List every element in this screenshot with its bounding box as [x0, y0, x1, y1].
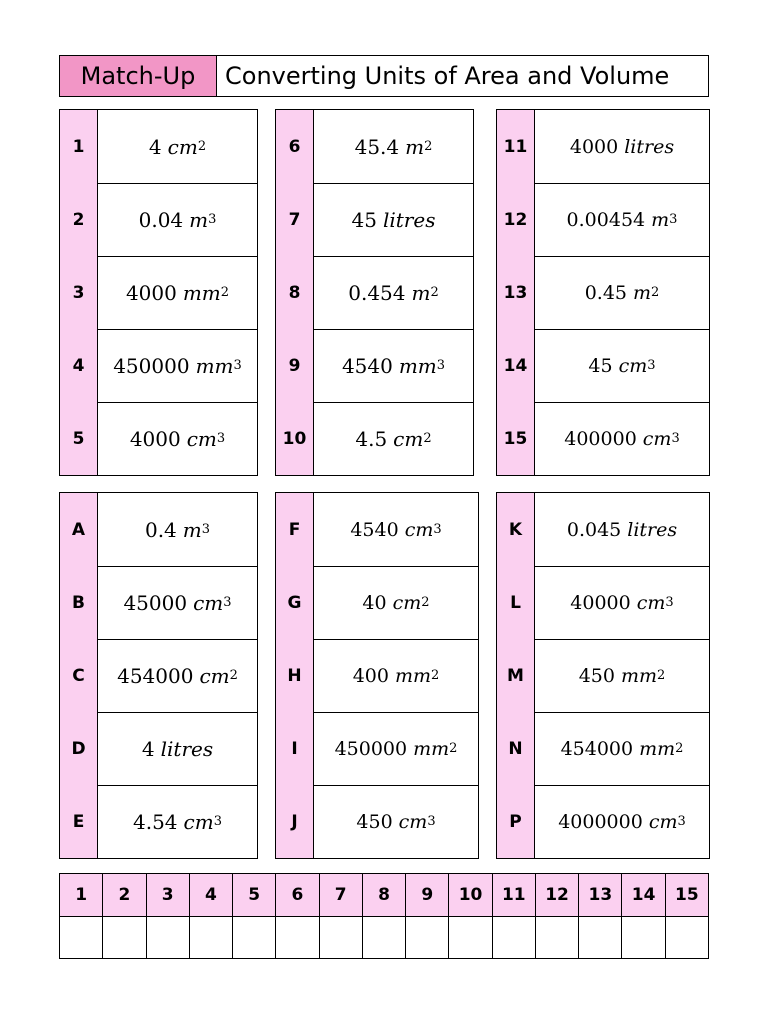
card-row [497, 183, 709, 256]
answer-grid-number: 6 [276, 874, 319, 916]
card-row [60, 329, 257, 402]
card-label: 11 [497, 110, 535, 183]
card-label: 10 [276, 402, 314, 475]
answer-grid-number: 12 [536, 874, 579, 916]
card-number: 4000 [569, 135, 619, 158]
card-unit: cm [642, 428, 672, 450]
card-value: 4.5 cm 2 [314, 402, 473, 475]
card-value: 400 mm 2 [314, 639, 478, 712]
card-unit: cm [183, 810, 214, 834]
card-label: 4 [60, 329, 98, 402]
card-row [276, 712, 478, 785]
card-value: 0.4 m 3 [144, 517, 211, 542]
card-unit: mm [182, 281, 221, 305]
card-unit: m [405, 134, 425, 159]
answer-grid-header [60, 874, 708, 917]
card-label: 5 [60, 402, 98, 475]
answer-cell[interactable] [622, 917, 665, 959]
question-box-2 [275, 109, 474, 476]
card-label: 13 [497, 256, 535, 329]
card-row [497, 566, 709, 639]
card-value: 0.454 m 2 [314, 256, 473, 329]
card-label: 12 [497, 183, 535, 256]
card-row [60, 712, 257, 785]
answer-cell[interactable] [320, 917, 363, 959]
card-number: 0.045 [566, 518, 622, 541]
answer-grid-number: 4 [190, 874, 233, 916]
card-unit: m [189, 208, 209, 232]
card-number: 0.4 [144, 517, 177, 542]
card-label: I [276, 712, 314, 785]
card-label: P [497, 785, 535, 858]
answer-cell[interactable] [493, 917, 536, 959]
card-unit: m [411, 281, 431, 305]
card-unit: cm [404, 518, 434, 541]
card-row [497, 402, 709, 475]
card-unit: cm [398, 811, 428, 833]
card-value [98, 712, 257, 785]
card-unit: m [182, 517, 202, 542]
card-row [60, 256, 257, 329]
card-row [60, 493, 257, 566]
card-row [60, 110, 257, 183]
card-number: 45.4 [354, 134, 400, 159]
answer-grid-number: 3 [147, 874, 190, 916]
card-value: 450000 mm 3 [98, 329, 257, 402]
card-unit: cm [199, 664, 230, 688]
card-label: C [60, 639, 98, 712]
card-unit: mm [195, 354, 234, 378]
card-label: 3 [60, 256, 98, 329]
card-number: 4540 [350, 518, 399, 541]
card-unit: cm [648, 811, 678, 833]
answer-grid-number: 10 [449, 874, 492, 916]
question-box-3 [496, 109, 710, 476]
answer-cell[interactable] [406, 917, 449, 959]
card-row [276, 329, 473, 402]
answer-cell[interactable] [666, 917, 708, 959]
card-unit: m [633, 282, 652, 304]
card-label: A [60, 493, 98, 566]
card-value: 45000 cm 3 [98, 566, 257, 639]
card-value [314, 183, 473, 256]
card-value: 450 cm 3 [314, 785, 478, 858]
card-value: 4540 cm 3 [350, 518, 442, 541]
card-unit: cm [393, 427, 424, 451]
card-value: 4000 cm 3 [98, 402, 257, 475]
question-box-1 [59, 109, 258, 476]
card-row [497, 785, 709, 858]
card-number: 45 [588, 355, 613, 377]
card-label: 8 [276, 256, 314, 329]
card-number: 0.04 [138, 208, 184, 232]
card-value: 45 cm 3 [535, 329, 709, 402]
card-number: 4 [141, 737, 155, 761]
answer-grid-number: 14 [622, 874, 665, 916]
card-row [497, 256, 709, 329]
card-number: 0.00454 [566, 209, 646, 231]
card-value: 0.04 m 3 [98, 183, 257, 256]
answer-cell[interactable] [363, 917, 406, 959]
card-label: N [497, 712, 535, 785]
answer-grid-cells [60, 917, 708, 959]
card-unit: mm [413, 738, 450, 760]
card-row [497, 329, 709, 402]
card-row [276, 256, 473, 329]
answer-cell[interactable] [103, 917, 146, 959]
card-row [276, 402, 473, 475]
card-unit: m [651, 209, 670, 231]
card-label: 14 [497, 329, 535, 402]
card-value: 4.54 cm 3 [98, 785, 257, 858]
card-value: 4540 mm 3 [314, 329, 473, 402]
answer-cell[interactable] [449, 917, 492, 959]
answer-box-2 [275, 492, 479, 859]
card-value: 4000000 cm 3 [535, 785, 709, 858]
card-label: J [276, 785, 314, 858]
card-label: F [276, 493, 314, 566]
answer-cell[interactable] [276, 917, 319, 959]
card-value: 4 cm 2 [148, 134, 207, 159]
answer-grid-number: 9 [406, 874, 449, 916]
card-row [497, 639, 709, 712]
card-label: H [276, 639, 314, 712]
card-row [60, 183, 257, 256]
card-value: 454000 cm 2 [98, 639, 257, 712]
card-label: G [276, 566, 314, 639]
answer-cell[interactable] [190, 917, 233, 959]
card-unit: litres [627, 518, 678, 541]
card-label: B [60, 566, 98, 639]
card-unit: cm [167, 134, 198, 159]
answer-grid-number: 7 [320, 874, 363, 916]
card-value: 45.4 m 2 [354, 134, 433, 159]
card-number: 4.5 [355, 427, 388, 451]
card-unit: litres [160, 737, 214, 761]
card-unit: mm [398, 354, 437, 378]
card-row [497, 110, 709, 183]
answer-box-1 [59, 492, 258, 859]
card-number: 45 [351, 208, 377, 232]
answer-cell[interactable] [147, 917, 190, 959]
card-label: K [497, 493, 535, 566]
card-number: 4000 [125, 281, 177, 305]
worksheet-title [59, 55, 709, 97]
card-label: 6 [276, 110, 314, 183]
card-number: 4 [148, 134, 162, 159]
card-label: E [60, 785, 98, 858]
card-label: D [60, 712, 98, 785]
answer-cell[interactable] [233, 917, 276, 959]
answer-grid-number: 2 [103, 874, 146, 916]
card-row [276, 566, 478, 639]
card-number: 450000 [334, 738, 408, 760]
card-value: 400000 cm 3 [535, 402, 709, 475]
card-value: 0.45 m 2 [535, 256, 709, 329]
card-unit: cm [186, 427, 217, 451]
card-unit: litres [624, 135, 675, 158]
card-label: 2 [60, 183, 98, 256]
card-label: M [497, 639, 535, 712]
card-row [497, 493, 709, 566]
card-number: 4000000 [558, 811, 643, 833]
card-number: 400000 [564, 428, 637, 450]
card-unit: mm [394, 665, 432, 687]
card-unit: litres [382, 208, 436, 232]
card-number: 4540 [341, 354, 393, 378]
card-row [60, 566, 257, 639]
card-row [60, 402, 257, 475]
card-unit: cm [193, 591, 224, 615]
card-number: 45000 [123, 591, 188, 615]
card-value: 0.00454 m 3 [535, 183, 709, 256]
card-number: 400 [352, 665, 389, 687]
card-row [276, 493, 478, 566]
match-up-tag: Match-Up [60, 56, 217, 96]
card-value [535, 493, 709, 566]
card-number: 0.45 [584, 282, 627, 304]
answer-cell[interactable] [579, 917, 622, 959]
card-row [60, 785, 257, 858]
card-label: 1 [60, 110, 98, 183]
card-number: 0.454 [348, 281, 406, 305]
answer-box-3 [496, 492, 710, 859]
card-value: 450000 mm 2 [314, 712, 478, 785]
card-number: 450000 [113, 354, 190, 378]
card-row [276, 639, 478, 712]
card-number: 4000 [129, 427, 181, 451]
card-value: 40 cm 2 [314, 566, 478, 639]
page-title: Converting Units of Area and Volume [225, 62, 670, 90]
card-unit: cm [636, 592, 666, 614]
answer-grid-number: 15 [675, 885, 699, 905]
card-unit: cm [618, 355, 648, 377]
card-row [276, 785, 478, 858]
card-value: 450 mm 2 [535, 639, 709, 712]
card-value [535, 110, 709, 183]
card-label: L [497, 566, 535, 639]
answer-grid-number: 5 [233, 874, 276, 916]
card-label: 9 [276, 329, 314, 402]
card-number: 450 [356, 811, 393, 833]
card-number: 40 [362, 592, 387, 614]
card-number: 450 [578, 665, 615, 687]
card-unit: mm [639, 738, 676, 760]
card-value: 454000 mm 2 [535, 712, 709, 785]
card-row [276, 183, 473, 256]
card-unit: cm [392, 592, 422, 614]
card-label: 15 [497, 402, 535, 475]
answer-cell[interactable] [536, 917, 579, 959]
answer-cell[interactable] [60, 917, 103, 959]
card-row [60, 639, 257, 712]
card-row [276, 110, 473, 183]
card-unit: mm [620, 665, 658, 687]
card-value: 40000 cm 3 [535, 566, 709, 639]
answer-grid-number: 13 [579, 874, 622, 916]
answer-grid-number: 11 [493, 874, 536, 916]
answer-grid-number: 1 [60, 874, 103, 916]
answer-grid [59, 873, 709, 959]
answer-grid-number: 8 [363, 874, 406, 916]
card-number: 454000 [560, 738, 634, 760]
card-number: 454000 [117, 664, 194, 688]
card-row [497, 712, 709, 785]
card-number: 40000 [570, 592, 631, 614]
card-label: 7 [276, 183, 314, 256]
card-value: 4000 mm 2 [98, 256, 257, 329]
card-number: 4.54 [133, 810, 178, 834]
